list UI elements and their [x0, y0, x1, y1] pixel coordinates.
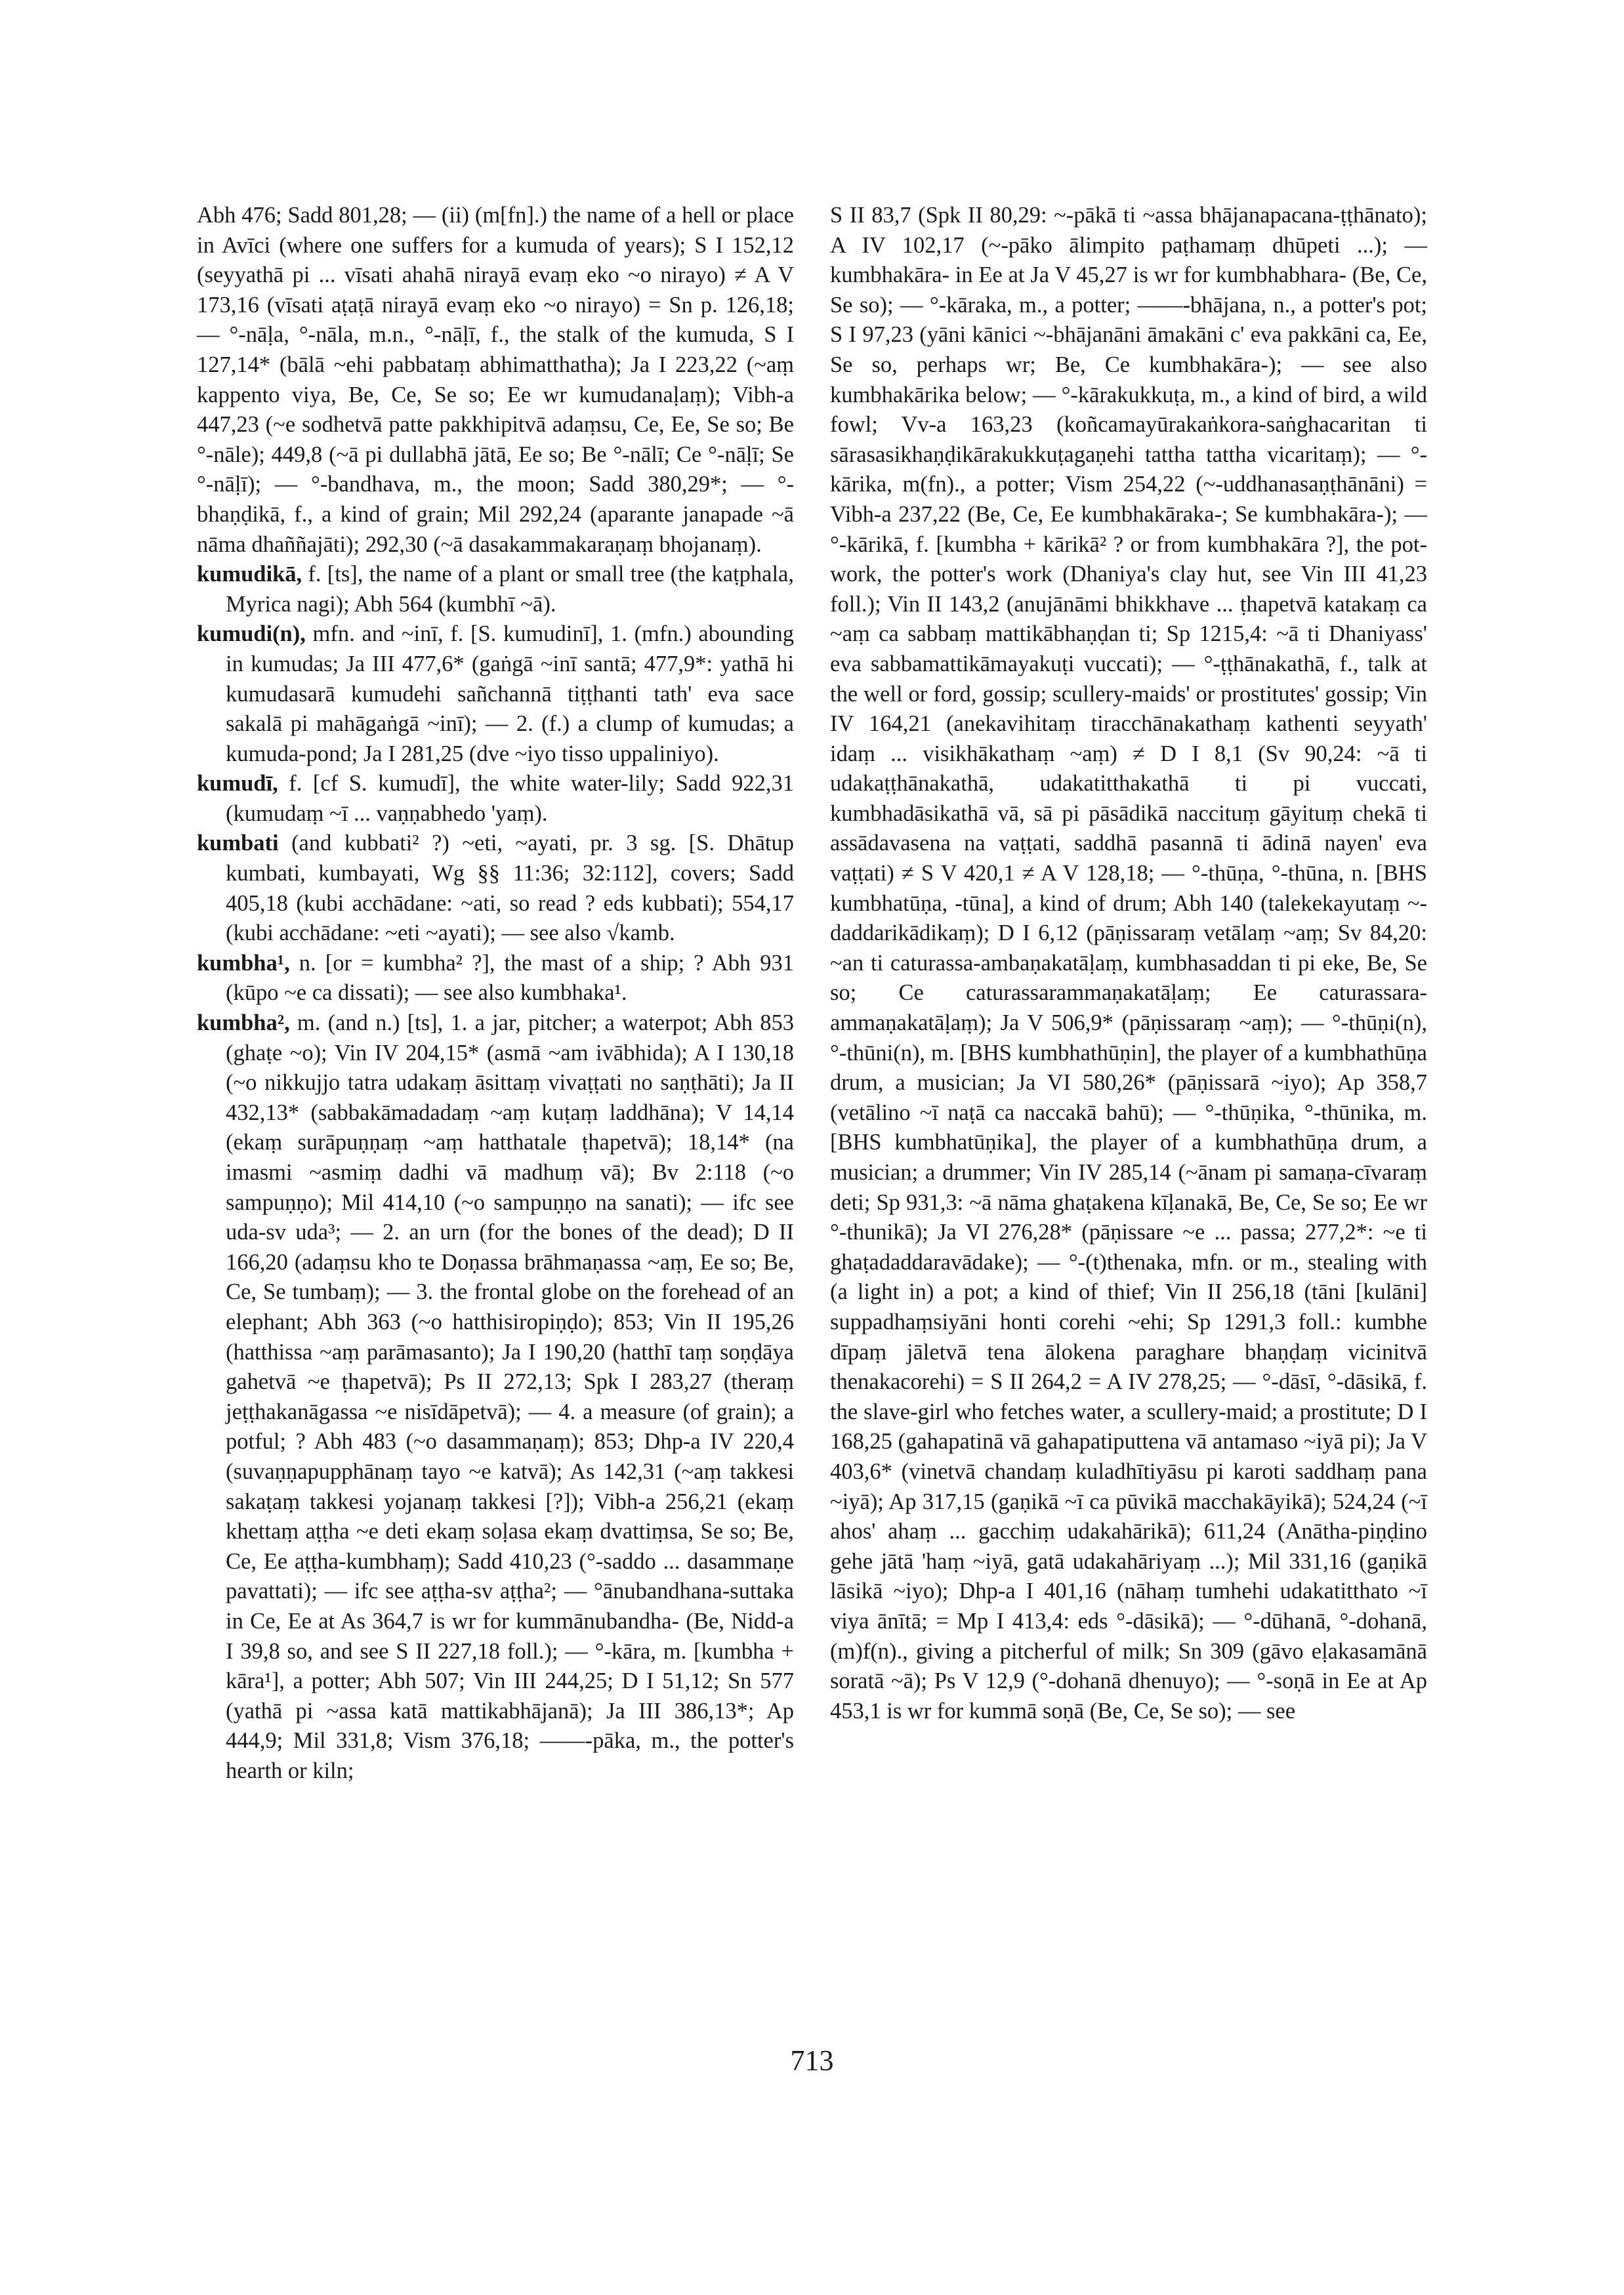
page-number: 713: [790, 2044, 834, 2077]
right-column: [830, 201, 1427, 1726]
headword: kumbha²,: [197, 1010, 290, 1036]
dictionary-entry: [197, 560, 794, 619]
entry-body: mfn. and ~inī, f. [S. kumudinī], 1. (mfn.) abounding in kumudas; Ja III 477,6* (gaṅgā ~inī santā; 477,9*: yathā hi kumudasarā kumudehi sañchannā tiṭṭhanti tath' eva sace sakalā pi mahāgaṅgā ~inī); — 2. (f.) a clump of kumudas; a kumuda-pond; Ja I 281,25 (dve ~iyo tisso uppaliniyo).: [226, 621, 794, 766]
headword: kumudī,: [197, 771, 278, 796]
entry-body: f. [ts], the name of a plant or small tree (the kaṭphala, Myrica nagi); Abh 564 (kumbhī ~ā).: [226, 562, 794, 617]
headword: kumudikā,: [197, 562, 302, 587]
left-column: [197, 201, 794, 1786]
entry-body: f. [cf S. kumudī], the white water-lily; Sadd 922,31 (kumudaṃ ~ī ... vaṇṇabhedo 'yaṃ).: [226, 771, 794, 826]
entry-body: (and kubbati² ?) ~eti, ~ayati, pr. 3 sg. [S. Dhātup kumbati, kumbayati, Wg §§ 11:36; 32:112], covers; Sadd 405,18 (kubi acchādane: ~ati, so read ? eds kubbati); 554,17 (kubi acchādane: ~eti ~ayati); — see also √kamb.: [226, 831, 794, 946]
headword: kumudi(n),: [197, 621, 306, 647]
dictionary-entry: [197, 769, 794, 829]
dictionary-entry: [197, 949, 794, 1008]
dictionary-entry: [197, 1008, 794, 1786]
entry-continuation: Abh 476; Sadd 801,28; — (ii) (m[fn].) the name of a hell or place in Avīci (where one suffers for a kumuda of years); S I 152,12 (seyyathā pi ... vīsati ahahā nirayā evaṃ eko ~o nirayo) ≠ A V 173,16 (vīsati aṭaṭā nirayā evaṃ eko ~o nirayo) = Sn p. 126,18; — °-nāḷa, °-nāla, m.n., °-nāḷī, f., the stalk of the kumuda, S I 127,14* (bālā ~ehi pabbataṃ abhimatthatha); Ja I 223,22 (~aṃ kappento viya, Be, Ce, Se so; Ee wr kumudanaḷaṃ); Vibh-a 447,23 (~e sodhetvā patte pakkhipitvā adaṃsu, Ce, Ee, Se so; Be °-nāle); 449,8 (~ā pi dullabhā jātā, Ee so; Be °-nālī; Ce °-nāḷī; Se °-nāḷī); — °-bandhava, m., the moon; Sadd 380,29*; — °-bhaṇḍikā, f., a kind of grain; Mil 292,24 (aparante janapade ~ā nāma dhaññajāti); 292,30 (~ā dasakammakaraṇaṃ bhojanaṃ).: [197, 203, 794, 557]
dictionary-entry: [197, 619, 794, 769]
dictionary-entry: [197, 829, 794, 948]
entry-body: m. (and n.) [ts], 1. a jar, pitcher; a waterpot; Abh 853 (ghaṭe ~o); Vin IV 204,15* (asmā ~am ivābhida); A I 130,18 (~o nikkujjo tatra udakaṃ āsittaṃ vivaṭṭati no saṇṭhāti); Ja II 432,13* (sabbakāmadadaṃ ~aṃ kuṭaṃ laddhāna); V 14,14 (ekaṃ surāpuṇṇaṃ ~aṃ hatthatale ṭhapetvā); 18,14* (na imasmi ~asmiṃ dadhi vā madhuṃ vā); Bv 2:118 (~o sampuṇṇo); Mil 414,10 (~o sampuṇṇo na sanati); — ifc see uda-sv uda³; — 2. an urn (for the bones of the dead); D II 166,20 (adaṃsu kho te Doṇassa brāhmaṇassa ~aṃ, Ee so; Be, Ce, Se tumbaṃ); — 3. the frontal globe on the forehead of an elephant; Abh 363 (~o hatthisiropiṇḍo); 853; Vin II 195,26 (hatthissa ~aṃ parāmasanto); Ja I 190,20 (hatthī taṃ soṇḍāya gahetvā ~e ṭhapetvā); Ps II 272,13; Spk I 283,27 (theraṃ jeṭṭhakanāgassa ~e nisīdāpetvā); — 4. a measure (of grain); a potful; ? Abh 483 (~o dasammaṇaṃ); 853; Dhp-a IV 220,4 (suvaṇṇapupphānaṃ tayo ~e katvā); As 142,31 (~aṃ takkesi sakaṭaṃ takkesi yojanaṃ takkesi [?]); Vibh-a 256,21 (ekaṃ khettaṃ aṭṭha ~e deti ekaṃ soḷasa ekaṃ dvattiṃsa, Se so; Be, Ce, Ee aṭṭha-kumbhaṃ); Sadd 410,23 (°-saddo ... dasammaṇe pavattati); — ifc see aṭṭha-sv aṭṭha²; — °ānubandhana-suttaka in Ce, Ee at As 364,7 is wr for kummānubandha- (Be, Nidd-a I 39,8 so, and see S II 227,18 foll.); — °-kāra, m. [kumbha + kāra¹], a potter; Abh 507; Vin III 244,25; D I 51,12; Sn 577 (yathā pi ~assa katā mattikabhājanā); Ja III 386,13*; Ap 444,9; Mil 331,8; Vism 376,18; ——-pāka, m., the potter's hearth or kiln;: [226, 1010, 794, 1783]
headword: kumbati: [197, 831, 279, 856]
entry-continuation: S II 83,7 (Spk II 80,29: ~-pākā ti ~assa bhājanapacana-ṭṭhānato); A IV 102,17 (~-pāko ālimpito paṭhamaṃ dhūpeti ...); — kumbhakāra- in Ee at Ja V 45,27 is wr for kumbhabhara- (Be, Ce, Se so); — °-kāraka, m., a potter; ——-bhājana, n., a potter's pot; S I 97,23 (yāni kānici ~-bhājanāni āmakāni c' eva pakkāni ca, Ee, Se so, perhaps wr; Be, Ce kumbhakāra-); — see also kumbhakārika below; — °-kārakukkuṭa, m., a kind of bird, a wild fowl; Vv-a 163,23 (koñcamayūrakaṅkora-saṅghacaritan ti sārasasikhaṇḍikārakukkuṭagaṇehi tattha tattha vicaritaṃ); — °-kārika, m(fn)., a potter; Vism 254,22 (~-uddhanasaṇṭhānāni) = Vibh-a 237,22 (Be, Ce, Ee kumbhakāraka-; Se kumbhakāra-); — °-kārikā, f. [kumbha + kārikā² ? or from kumbhakāra ?], the pot-work, the potter's work (Dhaniya's clay hut, see Vin III 41,23 foll.); Vin II 143,2 (anujānāmi bhikkhave ... ṭhapetvā katakaṃ ca ~aṃ ca sabbaṃ mattikābhaṇḍan ti; Sp 1215,4: ~ā ti Dhaniyass' eva sabbamattikāmayakuṭi vuccati); — °-ṭṭhānakathā, f., talk at the well or ford, gossip; scullery-maids' or prostitutes' gossip; Vin IV 164,21 (anekavihitaṃ tiracchānakathaṃ kathenti seyyath' idaṃ ... visikhākathaṃ ~aṃ) ≠ D I 8,1 (Sv 90,24: ~ā ti udakaṭṭhānakathā, udakatitthakathā ti pi vuccati, kumbhadāsikathā vā, sā pi pāsādikā naccituṃ gāyituṃ chekā ti assādavasena na vaṭṭati, saddhā pasannā ti ādinā nayen' eva vaṭṭati) ≠ S V 420,1 ≠ A V 128,18; — °-thūṇa, °-thūna, n. [BHS kumbhatūṇa, -tūna], a kind of drum; Abh 140 (talekekayutaṃ ~-daddarikādikaṃ); D I 6,12 (pāṇissaraṃ vetālaṃ ~aṃ; Sv 84,20: ~an ti caturassa-ambaṇakatāḷaṃ, kumbhasaddan ti pi eke, Be, Se so; Ce caturassarammaṇakatāḷaṃ; Ee caturassara-ammaṇakatāḷaṃ); Ja V 506,9* (pāṇissaraṃ ~aṃ); — °-thūṇi(n), °-thūni(n), m. [BHS kumbhathūṇin], the player of a kumbhathūṇa drum, a musician; Ja VI 580,26* (pāṇissarā ~iyo); Ap 358,7 (vetālino ~ī naṭā ca naccakā bahū); — °-thūṇika, °-thūnika, m. [BHS kumbhatūṇika], the player of a kumbhathūṇa drum, a musician; a drummer; Vin IV 285,14 (~ānam pi samaṇa-cīvaraṃ deti; Sp 931,3: ~ā nāma ghaṭakena kīḷanakā, Be, Ce, Se so; Ee wr °-thunikā); Ja VI 276,28* (pāṇissare ~e ... passa; 277,2*: ~e ti ghaṭadaddaravādake); — °-(t)thenaka, mfn. or m., stealing with (a light in) a pot; a kind of thief; Vin II 256,18 (tāni [kulāni] suppadhaṃsiyāni honti corehi ~ehi; Sp 1291,3 foll.: kumbhe dīpaṃ jāletvā tena ālokena paraghare bhaṇḍaṃ vicinitvā thenakacorehi) = S II 264,2 = A IV 278,25; — °-dāsī, °-dāsikā, f. the slave-girl who fetches water, a scullery-maid; a prostitute; D I 168,25 (gahapatinā vā gahapatiputtena vā antamaso ~iyā pi); Ja V 403,6* (vinetvā chandaṃ kuladhītiyāsu pi karoti saddhaṃ pana ~iyā); Ap 317,15 (gaṇikā ~ī ca pūvikā macchakāyikā); 524,24 (~ī ahos' ahaṃ ... gacchiṃ udakahārikā); 611,24 (Anātha-piṇḍino gehe jātā 'haṃ ~iyā, gatā udakahāriyaṃ ...); Mil 331,16 (gaṇikā lāsikā ~iyo); Dhp-a I 401,16 (nāhaṃ tumhehi udakatitthato ~ī viya ānītā; = Mp I 413,4: eds °-dāsikā); — °-dūhanā, °-dohanā, (m)f(n)., giving a pitcherful of milk; Sn 309 (gāvo eḷakasamānā soratā ~ā); Ps V 12,9 (°-dohanā dhenuyo); — °-soṇā in Ee at Ap 453,1 is wr for kummā soṇā (Be, Ce, Se so); — see: [830, 203, 1427, 1724]
headword: kumbha¹,: [197, 950, 290, 976]
entry-body: n. [or = kumbha² ?], the mast of a ship; ? Abh 931 (kūpo ~e ca dissati); — see also kumbhaka¹.: [226, 950, 794, 1006]
